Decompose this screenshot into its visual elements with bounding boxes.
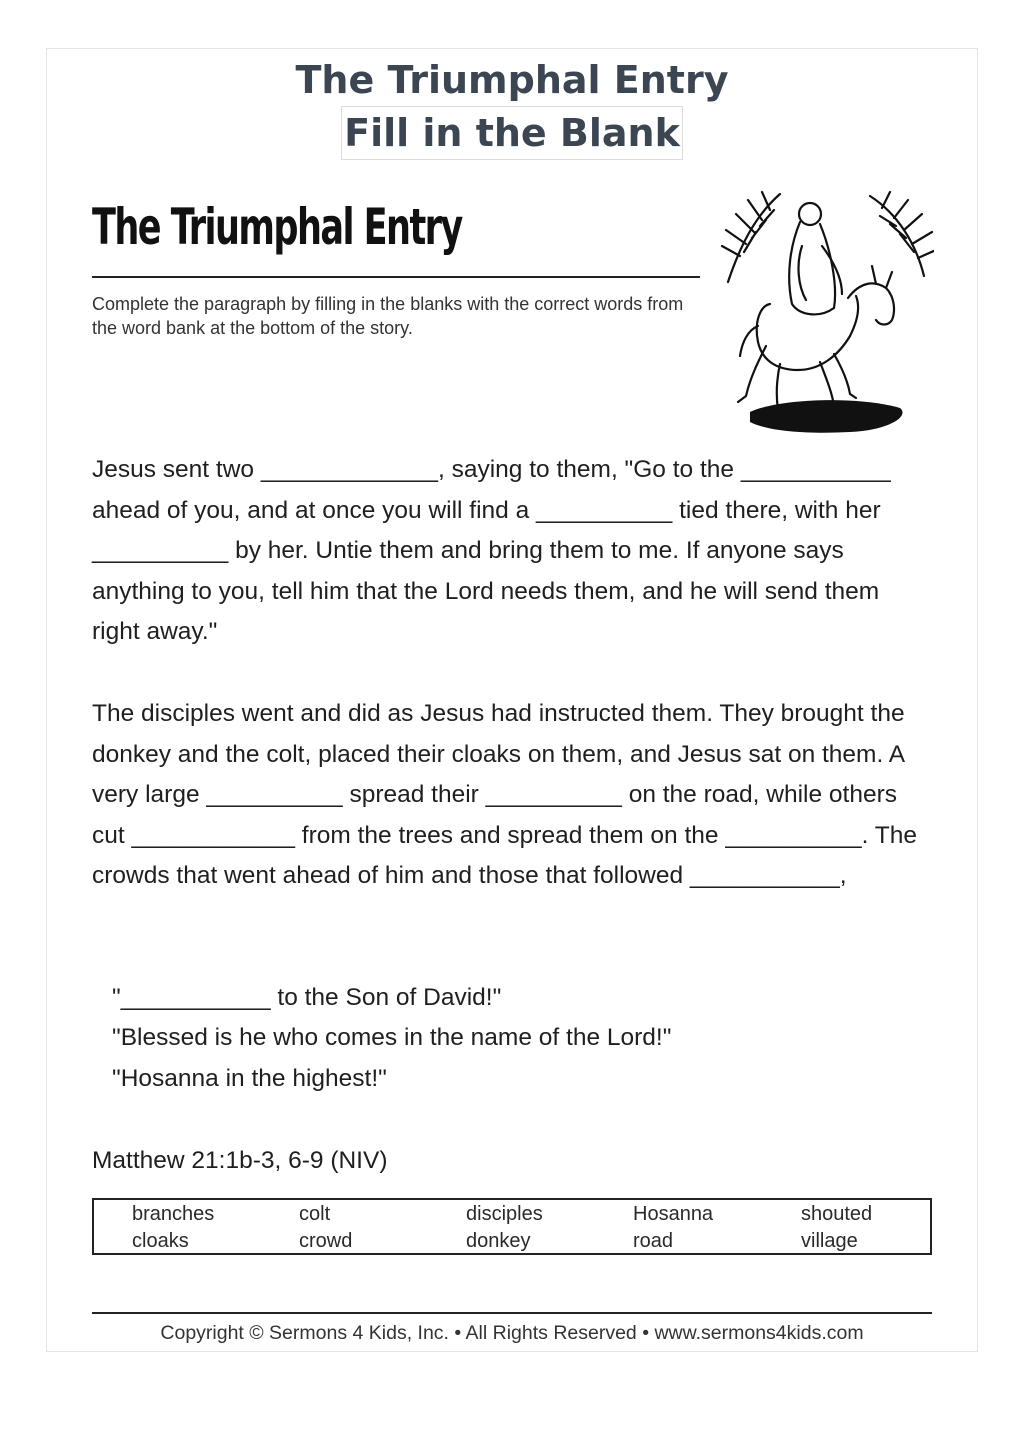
jesus-on-donkey-with-palms-icon bbox=[710, 186, 934, 434]
worksheet-title: The Triumphal Entry bbox=[92, 198, 462, 256]
page-subtitle: Fill in the Blank bbox=[341, 106, 683, 160]
quote-line-3: "Hosanna in the highest!" bbox=[112, 1065, 387, 1092]
title-divider bbox=[92, 276, 700, 278]
word-bank-word: branches bbox=[132, 1203, 215, 1225]
story-paragraph-2: The disciples went and did as Jesus had instructed them. They brought the donkey and the colt, placed their cloaks on them, and Jesus sat on them. A very large __________ spread their __________ on the road, while others cut ____________ from the trees and spread them on the __________. The crowds that went ahead of him and those that followed ___________, bbox=[92, 700, 924, 890]
story-paragraph-1: Jesus sent two _____________, saying to them, "Go to the ___________ ahead of you, and at once you will find a __________ tied there, with her __________ by her. Untie them and bring them to me. If anyone says anything to you, tell him that the Lord needs them, and he will send them right away." bbox=[92, 456, 898, 646]
page-title: The Triumphal Entry bbox=[295, 58, 729, 102]
word-bank-word: shouted bbox=[801, 1203, 873, 1225]
scripture-reference: Matthew 21:1b-3, 6-9 (NIV) bbox=[92, 1147, 388, 1174]
quote-line-2: "Blessed is he who comes in the name of the Lord!" bbox=[112, 1024, 672, 1051]
page-subtitle-wrap bbox=[0, 106, 1024, 160]
word-bank-word: donkey bbox=[466, 1230, 531, 1252]
instructions: Complete the paragraph by filling in the blanks with the correct words from the word bank at the bottom of the story. bbox=[92, 294, 684, 338]
copyright-footer: Copyright © Sermons 4 Kids, Inc. • All Rights Reserved • www.sermons4kids.com bbox=[160, 1322, 864, 1344]
quote-line-1: "___________ to the Son of David!" bbox=[112, 984, 502, 1011]
word-bank-word: Hosanna bbox=[633, 1203, 714, 1225]
word-bank-word: road bbox=[633, 1230, 674, 1252]
footer-divider bbox=[92, 1312, 932, 1314]
word-bank-word: colt bbox=[299, 1203, 331, 1225]
word-bank-word: cloaks bbox=[132, 1230, 189, 1252]
word-bank-word: crowd bbox=[299, 1230, 353, 1252]
word-bank-word: village bbox=[801, 1230, 858, 1252]
word-bank bbox=[92, 1198, 932, 1255]
word-bank-word: disciples bbox=[466, 1203, 543, 1225]
